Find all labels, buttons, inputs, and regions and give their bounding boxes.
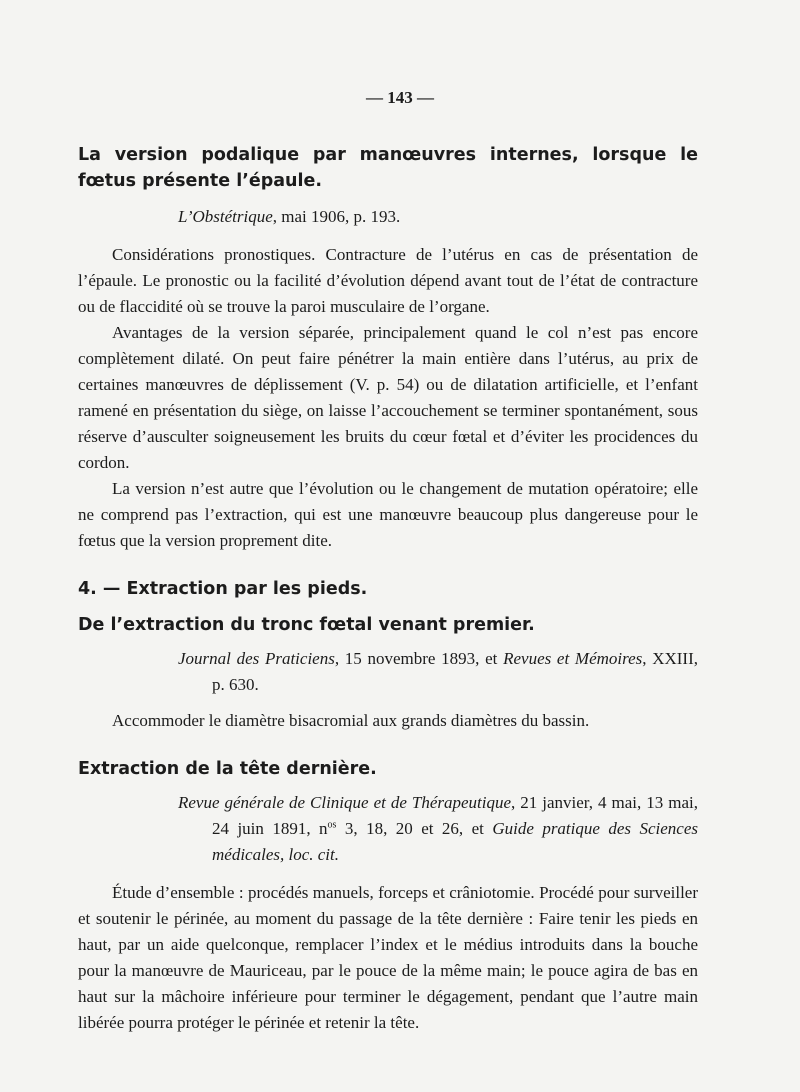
page-number: — 143 —	[366, 88, 434, 107]
reference-text: 3, 18, 20 et 26, et	[336, 819, 493, 838]
article-title-tronc-foetal: De l’extraction du tronc fœtal venant premier.	[78, 615, 535, 635]
paragraph: Avantages de la version séparée, principalement quand le col n’est pas encore complètement dilaté. On peut faire pénétrer la main entière dans l’utérus, au prix de certaines manœuvres de déplissement (V. p. 54) ou de dilatation artificielle, et l’enfant ramené en présentation du siège, on laisse l’accouchement se terminer spontanément, sous réserve d’ausculter soigneusement les bruits du cœur fœtal et d’éviter les procidences du cordon.	[78, 323, 698, 472]
journal-name: L’Obstétrique	[178, 207, 273, 226]
reference-details: , mai 1906, p. 193.	[272, 207, 401, 226]
journal-name: Guide pratique des Sciences médicales, loc. cit.	[212, 819, 698, 864]
journal-name: Revues et Mémoires	[503, 649, 643, 668]
article-title-version-podalique: La version podalique par manœuvres internes, lorsque le fœtus présente l’épaule.	[78, 145, 698, 191]
reference-text: , 15 novembre 1893, et	[334, 649, 504, 668]
paragraph: Considérations pronostiques. Contracture de l’utérus en cas de présentation de l’épaule. Le pronostic ou la facilité d’évolution dépend avant tout de l’état de contracture ou de flaccidité où se trouve la paroi musculaire de l’organe.	[78, 245, 698, 316]
article-title-tete-derniere: Extraction de la tête dernière.	[78, 759, 377, 779]
journal-name: Journal des Praticiens	[178, 649, 335, 668]
page-content	[78, 142, 698, 1036]
paragraph: Étude d’ensemble : procédés manuels, forceps et crâniotomie. Procédé pour surveiller et soutenir le périnée, au moment du passage de la tête dernière : Faire tenir les pieds en haut, par un aide quelconque, remplacer l’index et le médius introduits dans la bouche pour la manœuvre de Mauriceau, par le pouce de la même main; le pouce agira de bas en haut sur la mâchoire inférieure pour terminer le dégagement, pendant que l’autre main libérée pourra protéger le périnée et retenir la tête.	[78, 883, 698, 1032]
reference-revue-generale	[178, 790, 698, 868]
reference-praticiens	[178, 646, 698, 698]
reference-text: , XXIII, p. 630.	[212, 649, 699, 694]
section-title-extraction-pieds: 4. — Extraction par les pieds.	[78, 579, 368, 599]
journal-name: Revue générale de Clinique et de Thérapeutique	[178, 793, 512, 812]
paragraph: Accommoder le diamètre bisacromial aux grands diamètres du bassin.	[112, 711, 590, 730]
reference-text: , 21 janvier, 4 mai, 13 mai, 24 juin 1891, n	[212, 793, 698, 838]
paragraph: La version n’est autre que l’évolution ou le changement de mutation opératoire; elle ne comprend pas l’extraction, qui est une manœuvre beaucoup plus dangereuse pour le fœtus que la version proprement dite.	[78, 479, 698, 550]
reference-obstetrique	[178, 204, 698, 230]
superscript: os	[327, 819, 337, 831]
